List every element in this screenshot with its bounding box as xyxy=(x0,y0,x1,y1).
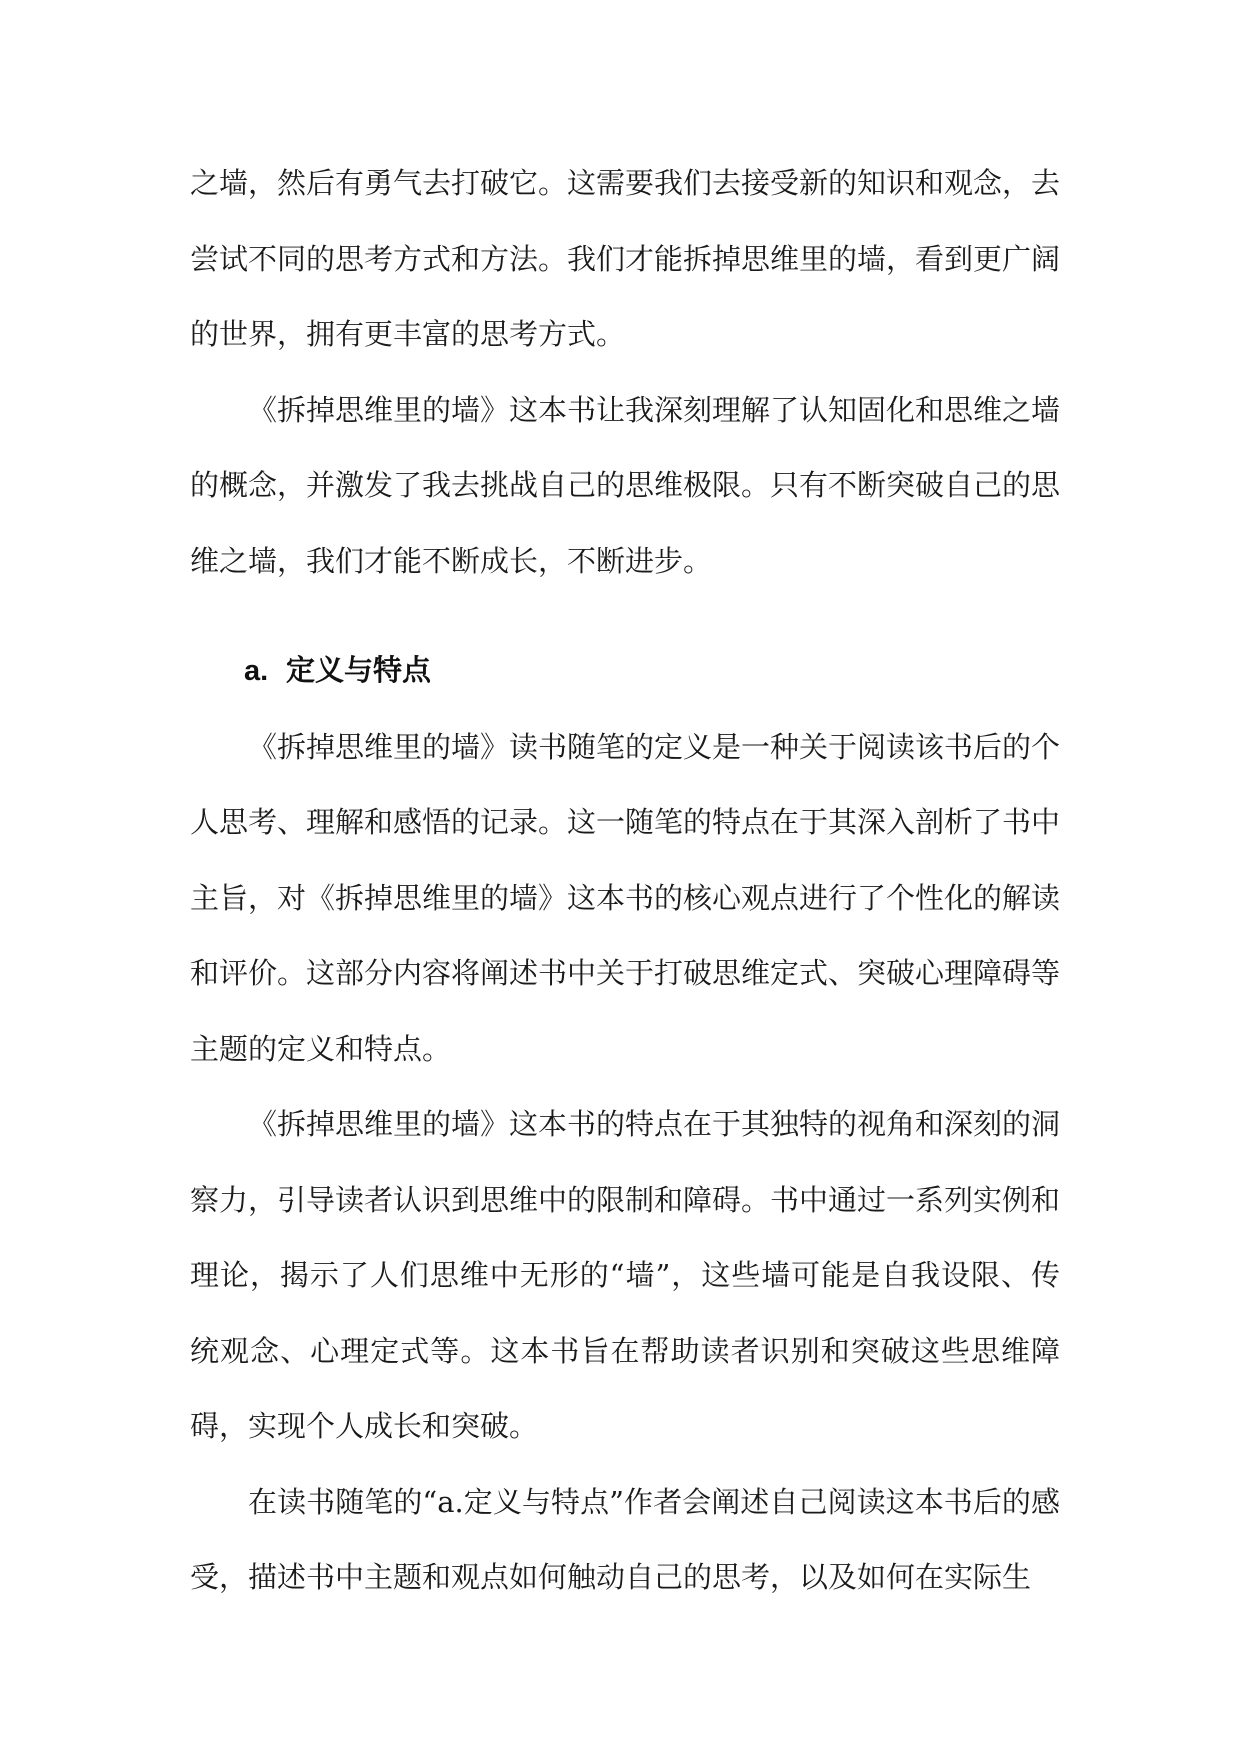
paragraph-summary: 《拆掉思维里的墙》这本书让我深刻理解了认知固化和思维之墙的概念，并激发了我去挑战自己的思维极限。只有不断突破自己的思维之墙，我们才能不断成长，不断进步。 xyxy=(190,392,1061,578)
paragraph-definition: 《拆掉思维里的墙》读书随笔的定义是一种关于阅读该书后的个人思考、理解和感悟的记录。这一随笔的特点在于其深入剖析了书中主旨，对《拆掉思维里的墙》这本书的核心观点进行了个性化的解读和评价。这部分内容将阐述书中关于打破思维定式、突破心理障碍等主题的定义和特点。 xyxy=(190,729,1061,1066)
paragraph-features: 《拆掉思维里的墙》这本书的特点在于其独特的视角和深刻的洞察力，引导读者认识到思维中的限制和障碍。书中通过一系列实例和理论，揭示了人们思维中无形的“墙”，这些墙可能是自我设限、传统观念、心理定式等。这本书旨在帮助读者识别和突破这些思维障碍，实现个人成长和突破。 xyxy=(190,1107,1061,1443)
section-heading-title: 定义与特点 xyxy=(286,653,432,687)
paragraph-reader: 在读书随笔的“a.定义与特点”作者会阐述自己阅读这本书后的感受，描述书中主题和观点如何触动自己的思考，以及如何在实际生 xyxy=(190,1484,1060,1594)
document-body xyxy=(190,146,1060,1616)
section-heading xyxy=(190,633,1060,710)
paragraph-continued: 之墙，然后有勇气去打破它。这需要我们去接受新的知识和观念，去尝试不同的思考方式和方法。我们才能拆掉思维里的墙，看到更广阔的世界，拥有更丰富的思考方式。 xyxy=(190,166,1061,351)
section-heading-marker: a. xyxy=(244,655,269,687)
